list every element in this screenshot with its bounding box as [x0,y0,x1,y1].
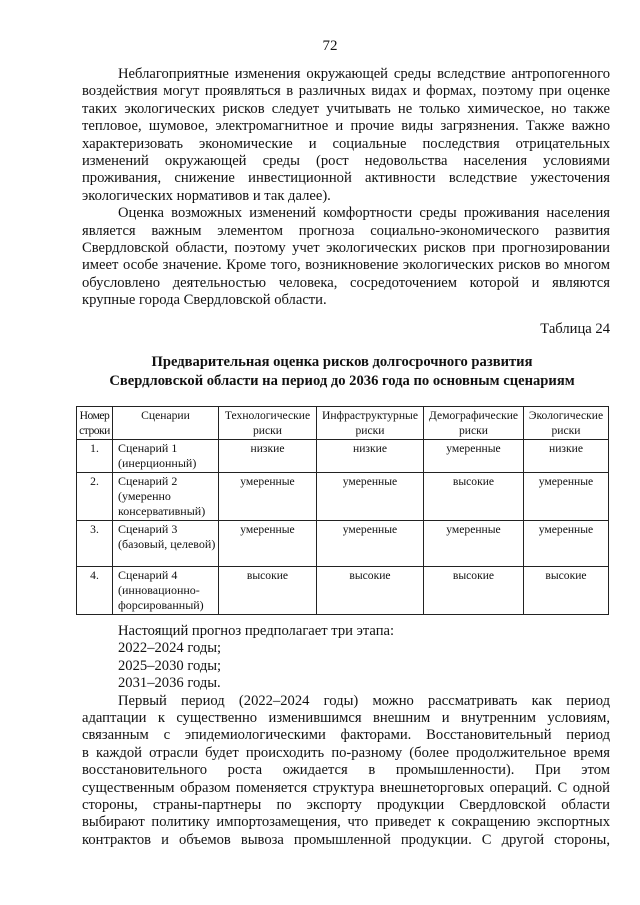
paragraph-3 [82,623,610,849]
text-line: является важным элементом прогноза социально-экономического развития [82,222,610,239]
page-number: 72 [322,38,338,54]
table-row [77,440,609,473]
table-cell: умеренные [424,521,524,567]
table-cell: умеренные [524,473,609,521]
table-cell: умеренные [524,521,609,567]
text-line: таких экологических рисков следует учитывать не только химическое, но также [82,100,610,117]
text-line: Оценка возможных изменений комфортности среды проживания населения [118,205,610,222]
text-line: Неблагоприятные изменения окружающей среды вследствие антропогенного [118,66,610,82]
table-cell: 2. [77,473,113,521]
table-cell: Сценарий 1 (инерционный) [113,440,219,473]
table-cell: умеренные [317,521,424,567]
table-cell: высокие [317,567,424,615]
header-cell: Инфраструктурные риски [317,407,424,440]
table-cell: Сценарий 3 (базовый, целевой) [113,521,219,567]
table-cell: Сценарий 2 (умеренно консервативный) [113,473,219,521]
text-line: контрактов и объемов вывоза промышленной продукции. С другой стороны, [82,831,610,848]
text-line: адаптации к существенно изменившимся внешним и внутренним условиям, [82,710,610,727]
text-line: Настоящий прогноз предполагает три этапа: [118,623,395,639]
table-cell: 1. [77,440,113,473]
text-line: 2022–2024 годы; [118,640,222,657]
text-line: существенным образом поменяется структура внешнеторговых операций. С одной [82,779,610,796]
header-cell: Сценарии [113,407,219,440]
table-cell: умеренные [219,521,317,567]
text-line: крупные города Свердловской области. [82,292,327,309]
table-cell: высокие [524,567,609,615]
table-caption: Таблица 24 [540,321,610,337]
text-line: характеризовать экономические и социальные последствия отрицательных [82,135,610,152]
text-line: выбирают политику импортозамещения, что приведет к сокращению экспортных [82,814,610,831]
table-cell: умеренные [219,473,317,521]
risk-table [76,406,609,615]
table-header-row [77,407,609,440]
table-cell: умеренные [424,440,524,473]
table-cell: умеренные [317,473,424,521]
header-cell: Номер строки [77,407,113,440]
table-row [77,567,609,615]
text-line: 2025–2030 годы; [118,657,222,674]
table-cell: высокие [424,567,524,615]
text-line: проживания, снижение инвестиционной активности вследствие ужесточения [82,170,610,187]
table-cell: высокие [219,567,317,615]
table-cell: низкие [524,440,609,473]
text-line: экологических нормативов и так далее). [82,187,331,204]
table-cell: высокие [424,473,524,521]
header-cell: Демографические риски [424,407,524,440]
text-line: имеет особе значение. Кроме того, возникновение экологических рисков во многом [82,257,610,274]
table-row [77,521,609,567]
table-cell: 3. [77,521,113,567]
header-cell: Технологические риски [219,407,317,440]
table-cell: Сценарий 4 (инновационно-форсированный) [113,567,219,615]
text-line: тепловое, шумовое, электромагнитное и прочие виды загрязнения. Также важно [82,118,610,135]
text-line: связанным с эпидемиологическими факторами. Восстановительный период [82,727,610,744]
table-cell: низкие [317,440,424,473]
paragraph-1 [82,66,610,310]
table-title-line: Предварительная оценка рисков долгосрочного развития [151,354,533,370]
header-cell: Экологические риски [524,407,609,440]
text-line: обусловлено деятельностью человека, сосредоточением которой и являются [82,274,610,291]
table-title-line: Свердловской области на период до 2036 года по основным сценариям [109,373,575,389]
text-line: восстановительного роста ожидается в промышленности). При этом [82,762,610,779]
text-line: в каждой отрасли будет происходить по-разному (более продолжительное время [82,744,610,761]
text-line: стороны, страны-партнеры по экспорту продукции Свердловской области [82,796,610,813]
table-row [77,473,609,521]
table-cell: 4. [77,567,113,615]
text-line: Свердловской области, поэтому учет экологических рисков при прогнозировании [82,239,610,256]
table-title [76,353,608,391]
text-line: воздействия могут проявляться в различных видах и формах, поэтому при оценке [82,83,610,100]
text-line: 2031–2036 годы. [118,675,221,692]
text-line: Первый период (2022–2024 годы) можно рассматривать как период [118,692,610,709]
text-line: изменений окружающей среды (рост недовольства населения условиями [82,152,610,169]
table-cell: низкие [219,440,317,473]
